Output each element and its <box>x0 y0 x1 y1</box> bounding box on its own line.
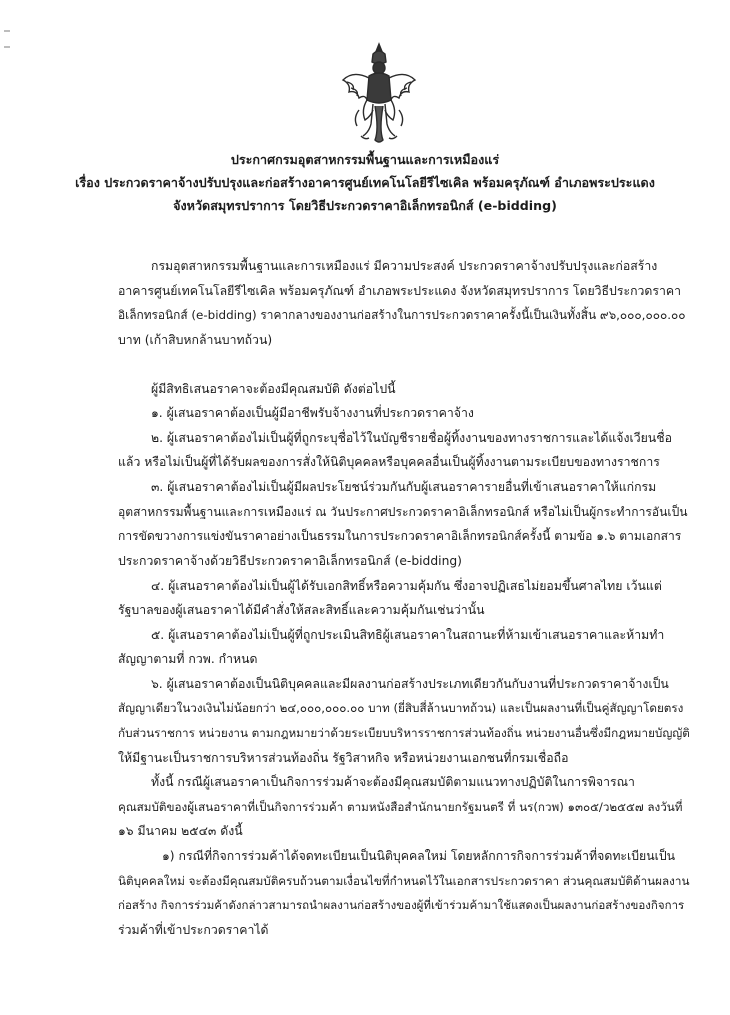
paragraph-line: ให้มีฐานะเป็นราชการบริหารส่วนท้องถิ่น รัฐวิสาหกิจ หรือหน่วยงานเอกชนที่กรมเชื่อถือ <box>118 751 569 765</box>
subject-line-1: เรื่อง ประกวดราคาจ้างปรับปรุงและก่อสร้างอาคารศูนย์เทคโนโลยีรีไซเคิล พร้อมครุภัณฑ์ อำเภอพระประแดง <box>75 175 655 190</box>
paragraph-line: ๑) กรณีที่กิจการร่วมค้าได้จดทะเบียนเป็นนิติบุคคลใหม่ โดยหลักการกิจการร่วมค้าที่จดทะเบียนเป็น <box>162 849 676 863</box>
paragraph-line: ทั้งนี้ กรณีผู้เสนอราคาเป็นกิจการร่วมค้าจะต้องมีคุณสมบัติตามแนวทางปฏิบัติในการพิจารณา <box>151 775 635 789</box>
paragraph-line: ๔. ผู้เสนอราคาต้องไม่เป็นผู้ได้รับเอกสิทธิ์หรือความคุ้มกัน ซึ่งอาจปฏิเสธไม่ยอมขึ้นศาลไทย เว้นแต่ <box>151 579 662 593</box>
paragraph-line: คุณสมบัติของผู้เสนอราคาที่เป็นกิจการร่วมค้า ตามหนังสือสำนักนายกรัฐมนตรี ที่ นร(กวพ) ๑๓๐๕/ว๒๕๕๗ ลงวันที่ <box>118 800 683 814</box>
paragraph-line: ๑๖ มีนาคม ๒๕๔๓ ดังนี้ <box>118 824 243 838</box>
announcement-title: ประกาศกรมอุตสาหกรรมพื้นฐานและการเหมืองแร่ <box>230 152 500 167</box>
paragraph-line: แล้ว หรือไม่เป็นผู้ที่ได้รับผลของการสั่งให้นิติบุคคลหรือบุคคลอื่นเป็นผู้ทิ้งงานตามระเบียบของทางราชการ <box>118 455 660 469</box>
qualifications-intro: ผู้มีสิทธิเสนอราคาจะต้องมีคุณสมบัติ ดังต่อไปนี้ <box>151 382 396 396</box>
paragraph-line: อาคารศูนย์เทคโนโลยีรีไซเคิล พร้อมครุภัณฑ์ อำเภอพระประแดง จังหวัดสมุทรปราการ โดยวิธีประกวดราคา <box>118 284 682 298</box>
paragraph-line: ก่อสร้าง กิจการร่วมค้าดังกล่าวสามารถนำผลงานก่อสร้างของผู้ที่เข้าร่วมค้ามาใช้แสดงเป็นผลงานก่อสร้างของกิจการ <box>118 898 685 912</box>
paragraph-line: ๓. ผู้เสนอราคาต้องไม่เป็นผู้มีผลประโยชน์ร่วมกันกับผู้เสนอราคารายอื่นที่เข้าเสนอราคาให้แก่กรม <box>151 480 657 494</box>
paragraph-line: ๕. ผู้เสนอราคาต้องไม่เป็นผู้ที่ถูกประเมินสิทธิผู้เสนอราคาในสถานะที่ห้ามเข้าเสนอราคาและห้ามทำ <box>151 628 665 642</box>
paragraph-line: บาท (เก้าสิบหกล้านบาทถ้วน) <box>118 333 273 347</box>
paragraph-line: กรมอุตสาหกรรมพื้นฐานและการเหมืองแร่ มีความประสงค์ ประกวดราคาจ้างปรับปรุงและก่อสร้าง <box>151 259 658 273</box>
paragraph-line: ๒. ผู้เสนอราคาต้องไม่เป็นผู้ที่ถูกระบุชื่อไว้ในบัญชีรายชื่อผู้ทิ้งงานของทางราชการและได้แจ้งเวียนชื่อ <box>151 431 672 445</box>
paragraph-line: นิติบุคคลใหม่ จะต้องมีคุณสมบัติครบถ้วนตามเงื่อนไขที่กำหนดไว้ในเอกสารประกวดราคา ส่วนคุณสมบัติด้านผลงาน <box>118 874 690 888</box>
paragraph-line: ๖. ผู้เสนอราคาต้องเป็นนิติบุคคลและมีผลงานก่อสร้างประเภทเดียวกันกับงานที่ประกวดราคาจ้างเป็น <box>151 677 669 691</box>
paragraph-line: สัญญาเดียวในวงเงินไม่น้อยกว่า ๒๔,๐๐๐,๐๐๐.๐๐ บาท (ยี่สิบสี่ล้านบาทถ้วน) และเป็นผลงานที่เป็นคู่สัญญาโดยตรง <box>118 701 684 715</box>
paragraph-line: ร่วมค้าที่เข้าประกวดราคาได้ <box>118 923 269 937</box>
paragraph-line: สัญญาตามที่ กวพ. กำหนด <box>118 652 258 666</box>
subject-line-2: จังหวัดสมุทรปราการ โดยวิธีประกวดราคาอิเล็กทรอนิกส์ (e-bidding) <box>173 198 557 213</box>
paragraph-line: อุตสาหกรรมพื้นฐานและการเหมืองแร่ ณ วันประกาศประกวดราคาอิเล็กทรอนิกส์ หรือไม่เป็นผู้กระทำการอันเป็น <box>118 505 688 519</box>
paragraph-line: การขัดขวางการแข่งขันราคาอย่างเป็นธรรมในการประกวดราคาอิเล็กทรอนิกส์ครั้งนี้ ตามข้อ ๑.๖ ตามเอกสาร <box>118 529 682 543</box>
garuda-emblem <box>339 40 419 150</box>
scan-marks <box>4 30 14 70</box>
paragraph-line: กับส่วนราชการ หน่วยงาน ตามกฎหมายว่าด้วยระเบียบบริหารราชการส่วนท้องถิ่น หน่วยงานอื่นซึ่งมีกฎหมายบัญญัติ <box>118 726 690 740</box>
paragraph-line: อิเล็กทรอนิกส์ (e-bidding) ราคากลางของงานก่อสร้างในการประกวดราคาครั้งนี้เป็นเงินทั้งสิ้น ๙๖,๐๐๐,๐๐๐.๐๐ <box>118 308 686 322</box>
paragraph-line: ประกวดราคาจ้างด้วยวิธีประกวดราคาอิเล็กทรอนิกส์ (e-bidding) <box>118 554 462 568</box>
paragraph-line: รัฐบาลของผู้เสนอราคาได้มีคำสั่งให้สละสิทธิ์และความคุ้มกันเช่นว่านั้น <box>118 603 485 617</box>
paragraph-line: ๑. ผู้เสนอราคาต้องเป็นผู้มีอาชีพรับจ้างงานที่ประกวดราคาจ้าง <box>151 406 474 420</box>
